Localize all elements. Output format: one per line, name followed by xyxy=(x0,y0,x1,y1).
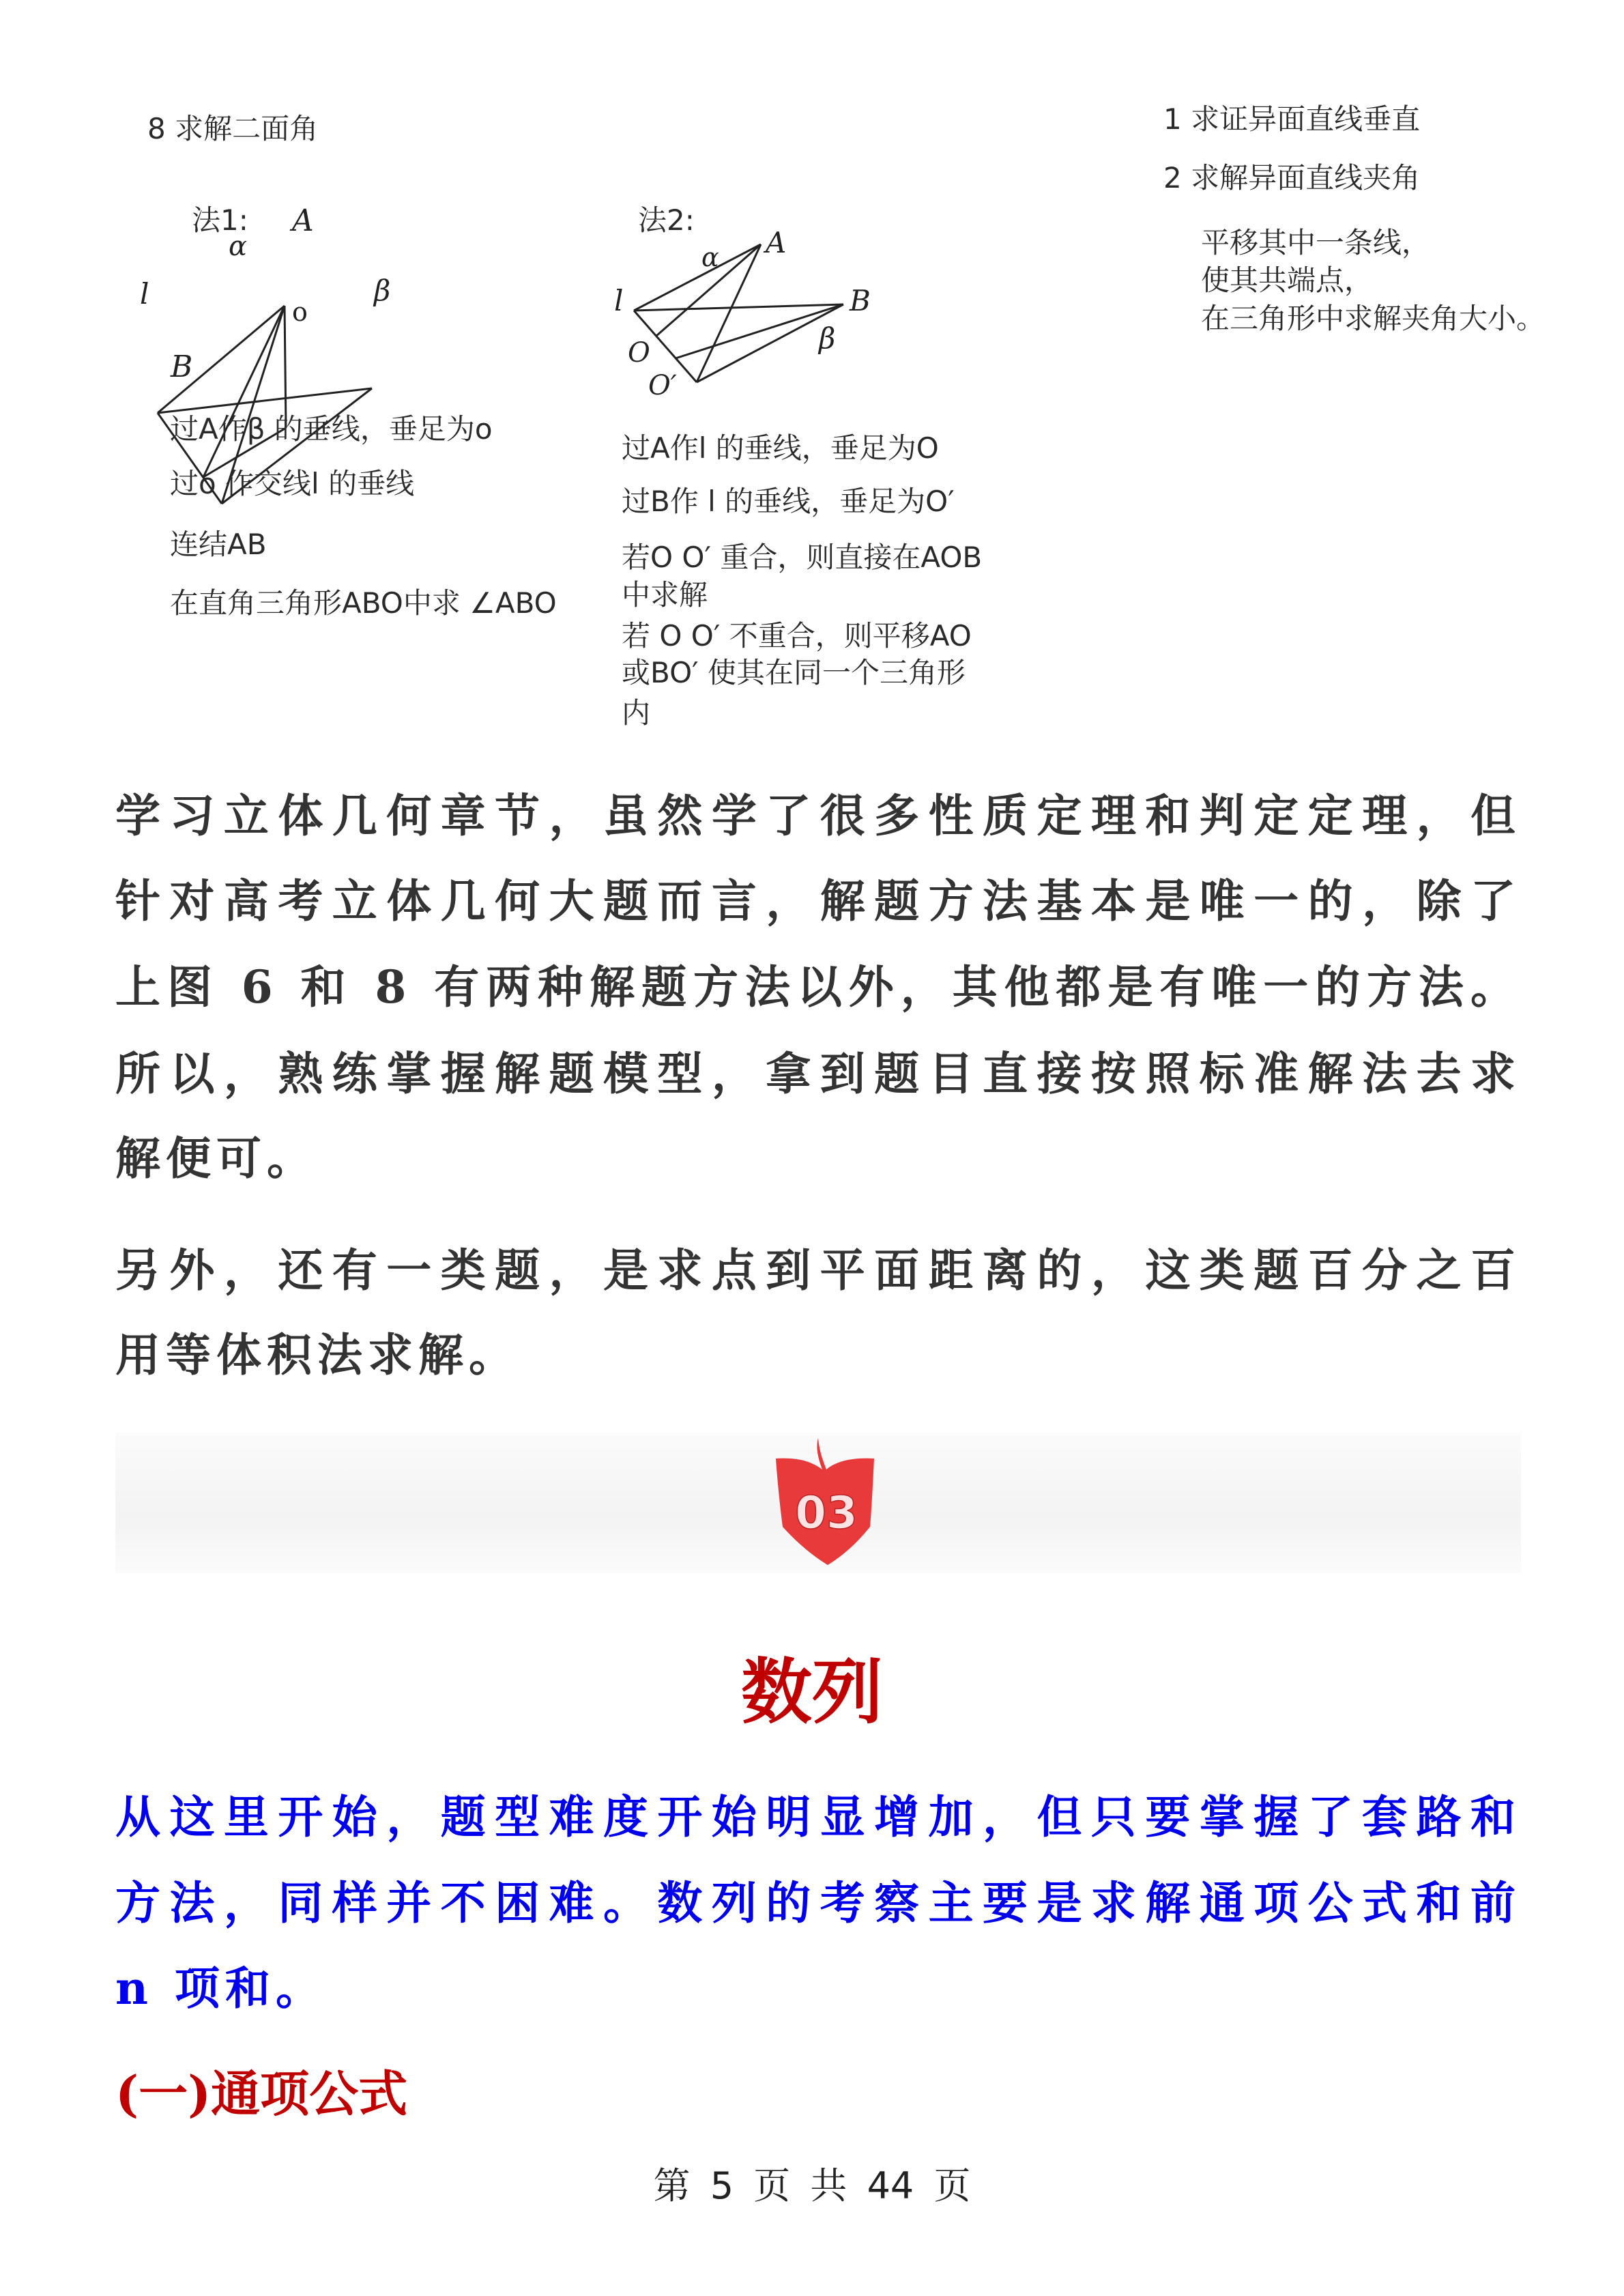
method1-label: 法1: xyxy=(192,203,248,237)
method2-step-1: 过A作l 的垂线，垂足为O xyxy=(622,431,939,465)
m1-l: l xyxy=(140,277,149,311)
page-footer: 第 5 页 共 44 页 xyxy=(653,2164,971,2207)
method2-label: 法2: xyxy=(638,203,695,237)
paragraph-line: 用等体积法求解。 xyxy=(115,1328,519,1381)
section-title: 数列 xyxy=(740,1650,883,1734)
section-badge-icon xyxy=(770,1438,882,1568)
method2-step-6: 或BO′ 使其在同一个三角形 xyxy=(622,656,966,689)
method2-step-5: 若 O O′ 不重合，则平移AO xyxy=(622,619,972,652)
m1-alpha: α xyxy=(229,231,248,262)
m2-O-prime: O′ xyxy=(648,370,677,401)
m2-point-B: B xyxy=(850,284,871,317)
method1-step-4: 在直角三角形ABO中求 ∠ABO xyxy=(170,586,557,620)
paragraph-line: 另外，还有一类题，是求点到平面距离的，这类题百分之百 xyxy=(115,1244,1521,1297)
method2-step-4: 中求解 xyxy=(622,578,708,612)
subheading: (一)通项公式 xyxy=(115,2065,408,2123)
m2-l: l xyxy=(614,284,624,317)
m2-alpha: α xyxy=(701,242,719,272)
dihedral-angle-diagram xyxy=(0,0,955,560)
m1-point-A: A xyxy=(292,203,314,238)
method2-step-3: 若O O′ 重合，则直接在AOB xyxy=(622,541,983,574)
method2-diagram xyxy=(634,244,843,382)
m1-point-B: B xyxy=(171,349,193,384)
section-badge-number: 03 xyxy=(795,1487,858,1539)
figure-left-title: 8 求解二面角 xyxy=(147,112,319,145)
m2-O: O xyxy=(628,337,650,369)
m2-point-A: A xyxy=(766,226,787,259)
method2-step-2: 过B作 l 的垂线，垂足为O′ xyxy=(622,485,955,518)
paragraph-line: 从这里开始，题型难度开始明显增加，但只要掌握了套路和 xyxy=(115,1790,1521,1843)
method1-step-2: 过o 作交线l 的垂线 xyxy=(170,467,415,500)
section-banner xyxy=(115,1433,1521,1573)
method1-step-1: 过A作β 的垂线，垂足为o xyxy=(170,412,493,446)
right-note-2: 使其共端点， xyxy=(1201,263,1374,297)
right-item-2: 2 求解异面直线夹角 xyxy=(1163,161,1421,195)
m1-beta: β xyxy=(374,274,391,307)
right-note-3: 在三角形中求解夹角大小。 xyxy=(1201,302,1546,335)
right-note-1: 平移其中一条线， xyxy=(1201,226,1431,259)
paragraph-line: 针对高考立体几何大题而言，解题方法基本是唯一的，除了 xyxy=(115,874,1521,928)
m2-beta: β xyxy=(819,321,836,355)
paragraph-line: 所以，熟练掌握解题模型，拿到题目直接按照标准解法去求 xyxy=(115,1047,1521,1100)
method2-step-7: 内 xyxy=(622,696,651,730)
paragraph-line: 方法，同样并不困难。数列的考察主要是求解通项公式和前 xyxy=(115,1876,1521,1929)
right-item-1: 1 求证异面直线垂直 xyxy=(1163,102,1421,136)
paragraph-line: 学习立体几何章节，虽然学了很多性质定理和判定定理，但 xyxy=(115,789,1521,842)
paragraph-line: 解便可。 xyxy=(115,1132,317,1185)
paragraph-line: n 项和。 xyxy=(115,1962,326,2015)
m1-o: o xyxy=(292,297,308,327)
method1-step-3: 连结AB xyxy=(170,528,267,561)
paragraph-line: 上图 6 和 8 有两种解题方法以外，其他都是有唯一的方法。 xyxy=(115,960,1521,1014)
